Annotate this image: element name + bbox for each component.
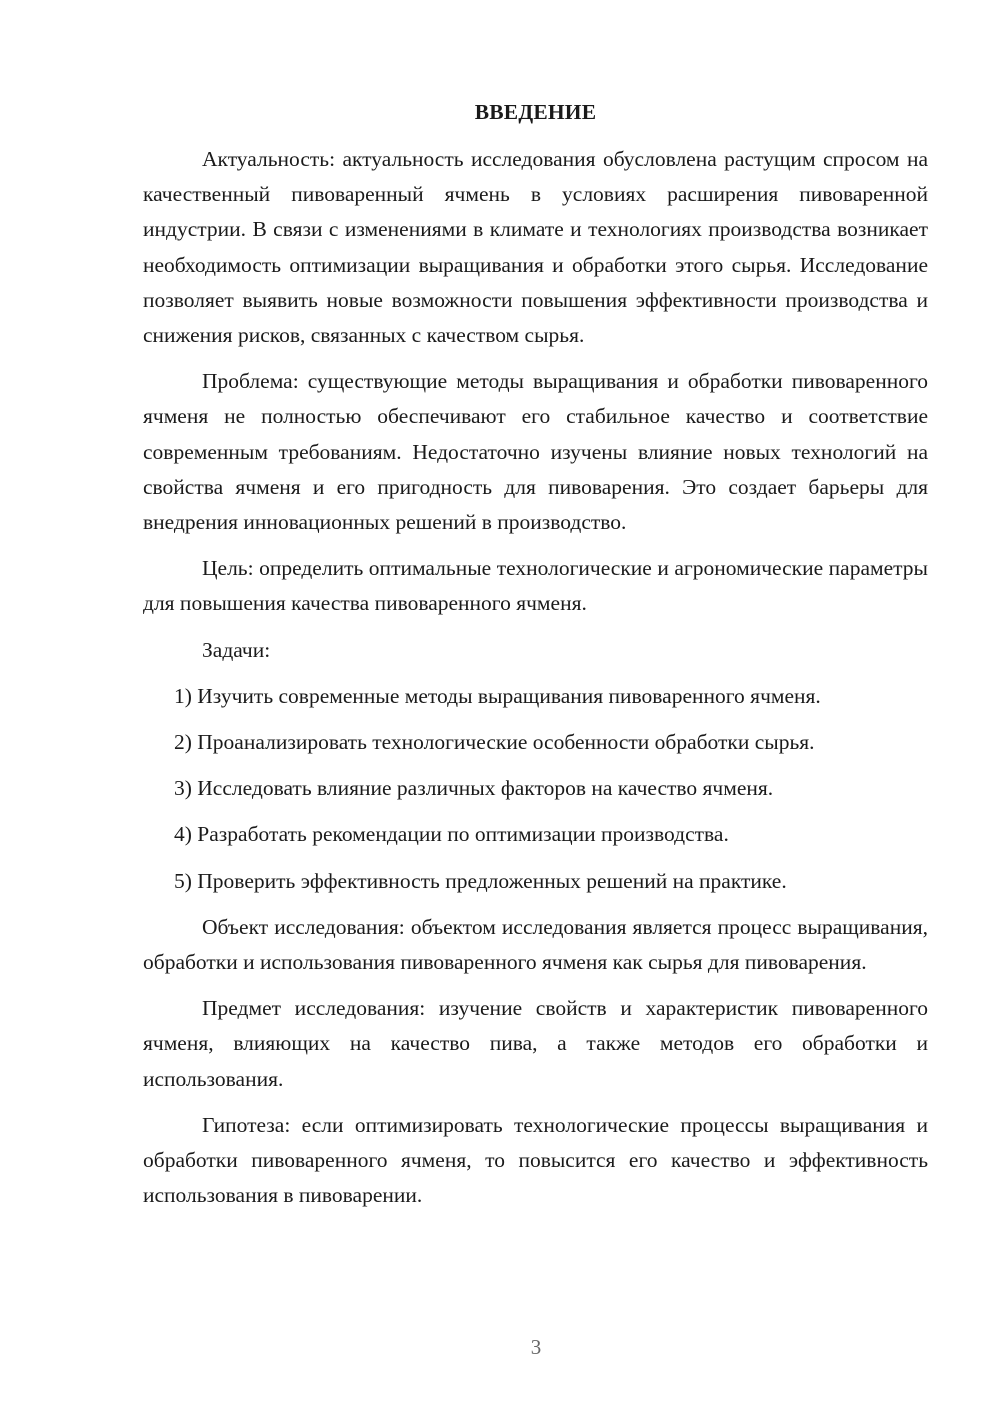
list-item: 4) Разработать рекомендации по оптимизации производства. xyxy=(174,822,729,847)
paragraph-problem: Проблема: существующие методы выращивания и обработки пивоваренного ячменя не полностью обеспечивают его стабильное качество и соответствие современным требованиям. Недостаточно изучены влияние новых технологий на свойства ячменя и его пригодность для пивоварения. Это создает барьеры для внедрения инновационных решений в производство. xyxy=(143,369,928,535)
paragraph-object: Объект исследования: объектом исследования является процесс выращивания, обработки и использования пивоваренного ячменя как сырья для пивоварения. xyxy=(143,914,928,975)
paragraph-goal: Цель: определить оптимальные технологические и агрономические параметры для повышения качества пивоваренного ячменя. xyxy=(143,556,928,616)
tasks-heading: Задачи: xyxy=(202,637,271,662)
paragraph-subject: Предмет исследования: изучение свойств и характеристик пивоваренного ячменя, влияющих на качество пива, а также методов его обработки и использования. xyxy=(143,996,928,1091)
list-item: 1) Изучить современные методы выращивания пивоваренного ячменя. xyxy=(174,683,821,708)
paragraph-relevance: Актуальность: актуальность исследования обусловлена растущим спросом на качественный пивоваренный ячмень в условиях расширения пивоваренной индустрии. В связи с изменениями в климате и технологиях производства возникает необходимость оптимизации выращивания и обработки этого сырья. Исследование позволяет выявить новые возможности повышения эффективности производства и снижения рисков, связанных с качеством сырья. xyxy=(143,147,928,348)
document-body xyxy=(143,95,928,1224)
list-item: 3) Исследовать влияние различных факторов на качество ячменя. xyxy=(174,776,774,801)
list-item: 2) Проанализировать технологические особенности обработки сырья. xyxy=(174,730,815,755)
list-item: 5) Проверить эффективность предложенных решений на практике. xyxy=(174,868,787,893)
page-number: 3 xyxy=(530,1335,542,1359)
page-title: ВВЕДЕНИЕ xyxy=(474,100,597,124)
tasks-list xyxy=(143,679,928,899)
paragraph-hypothesis: Гипотеза: если оптимизировать технологические процессы выращивания и обработки пивоваренного ячменя, то повысится его качество и эффективность использования в пивоварении. xyxy=(143,1112,928,1208)
